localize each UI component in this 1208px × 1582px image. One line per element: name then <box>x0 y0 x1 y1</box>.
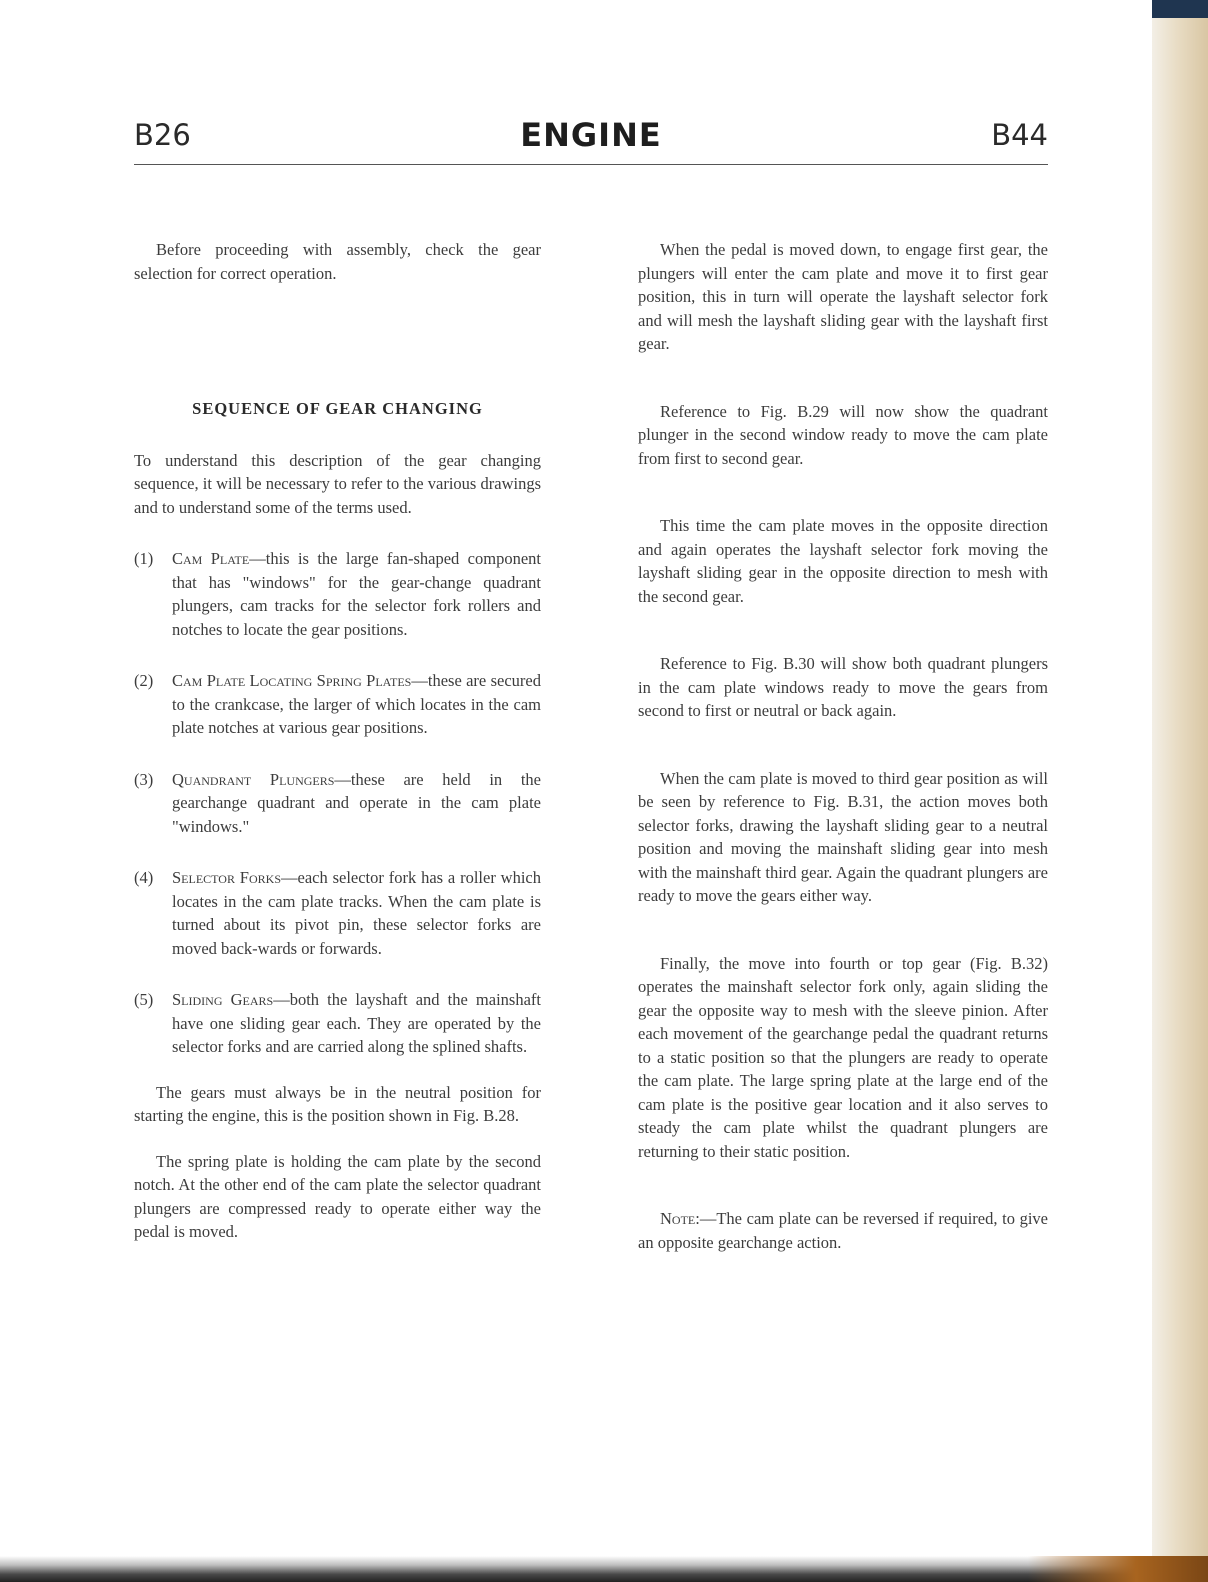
page-header <box>134 112 1048 160</box>
note-label: Note <box>660 1209 696 1228</box>
second-gear-paragraph: Reference to Fig. B.29 will now show the quadrant plunger in the second window ready to move the cam plate from first to second gear. <box>638 401 1048 468</box>
fig-b30-paragraph: Reference to Fig. B.30 will show both quadrant plungers in the cam plate windows ready to move the gears from second to first or neutral or back again. <box>638 654 1048 720</box>
list-item <box>134 866 541 960</box>
item-text: —this is the large fan-shaped component that has "windows" for the gear-change quadrant plungers, cam tracks for the selector fork rollers and notches to locate the gear positions. <box>172 549 541 639</box>
item-number: (4) <box>134 868 154 887</box>
section-heading: SEQUENCE OF GEAR CHANGING <box>192 399 483 418</box>
left-page-code: B26 <box>134 118 191 152</box>
item-number: (3) <box>134 769 154 789</box>
item-text: —each selector fork has a roller which locates in the cam plate tracks. When the cam plate is turned about its pivot pin, these selector forks are moved back-wards or forwards. <box>172 868 542 958</box>
item-term: Cam Plate Locating Spring Plates <box>172 671 412 690</box>
scan-bottom-corner <box>1028 1556 1208 1582</box>
page-title: ENGINE <box>520 116 662 154</box>
scan-bottom-edge <box>0 1556 1208 1582</box>
item-number: (1) <box>134 549 154 568</box>
page-edge <box>1152 0 1208 1582</box>
list-item <box>134 547 541 641</box>
spring-paragraph: The spring plate is holding the cam plate by the second notch. At the other end of the cam plate the selector quadrant plungers are compressed ready to operate either way the pedal is moved. <box>134 1151 541 1241</box>
item-text: —these are held in the gearchange quadrant and operate in the cam plate "windows." <box>172 769 541 836</box>
list-item <box>134 768 541 839</box>
header-rule <box>134 164 1048 165</box>
right-page-code: B44 <box>991 118 1048 152</box>
item-number: (2) <box>134 671 154 690</box>
neutral-paragraph: The gears must always be in the neutral position for starting the engine, this is the position shown in Fig. B.28. <box>134 1082 541 1125</box>
item-term: Cam Plate <box>172 549 250 568</box>
note-text: :—The cam plate can be reversed if required, to give an opposite gearchange action. <box>638 1209 1048 1252</box>
description-paragraph: To understand this description of the gear changing sequence, it will be necessary to refer to the various drawings and to understand some of the terms used. <box>134 450 541 517</box>
opposite-direction-paragraph: This time the cam plate moves in the opposite direction and again operates the layshaft selector fork moving the layshaft sliding gear in the opposite direction to mesh with the second gear. <box>638 516 1048 606</box>
item-number: (5) <box>134 990 154 1009</box>
right-column <box>638 238 1048 1254</box>
left-column <box>134 238 541 1244</box>
fourth-gear-paragraph: Finally, the move into fourth or top gear (Fig. B.32) operates the mainshaft selector fork only, again sliding the gear the opposite way to mesh with the sleeve pinion. After each movement of the gearchange pedal the quadrant returns to a static position so that the plungers are ready to operate the cam plate. The large spring plate at the large end of the cam plate is the positive gear location and it also serves to steady the cam plate whilst the quadrant plungers are returning to their static position. <box>638 953 1048 1161</box>
item-text: —both the layshaft and the mainshaft have one sliding gear each. They are operated by the selector forks and are carried along the splined shafts. <box>172 990 541 1056</box>
list-item <box>134 988 541 1059</box>
intro-paragraph: Before proceeding with assembly, check the gear selection for correct operation. <box>134 240 541 283</box>
item-text: —these are secured to the crankcase, the larger of which locates in the cam plate notches at various gear positions. <box>172 671 541 737</box>
note-paragraph <box>638 1207 1048 1254</box>
page-edge-top <box>1152 0 1208 18</box>
item-term: Quandrant Plungers <box>172 769 335 789</box>
item-term: Sliding Gears <box>172 990 274 1009</box>
list-item <box>134 669 541 740</box>
first-gear-paragraph: When the pedal is moved down, to engage first gear, the plungers will enter the cam plate and move it to first gear position, this in turn will operate the layshaft selector fork and will mesh the layshaft sliding gear with the layshaft first gear. <box>638 240 1048 353</box>
third-gear-paragraph: When the cam plate is moved to third gear position as will be seen by reference to Fig. B.31, the action moves both selector forks, drawing the layshaft sliding gear to a neutral position and moving the mainshaft sliding gear into mesh with the mainshaft third gear. Again the quadrant plungers are ready to move the gears either way. <box>638 768 1048 905</box>
item-term: Selector Forks <box>172 868 281 887</box>
